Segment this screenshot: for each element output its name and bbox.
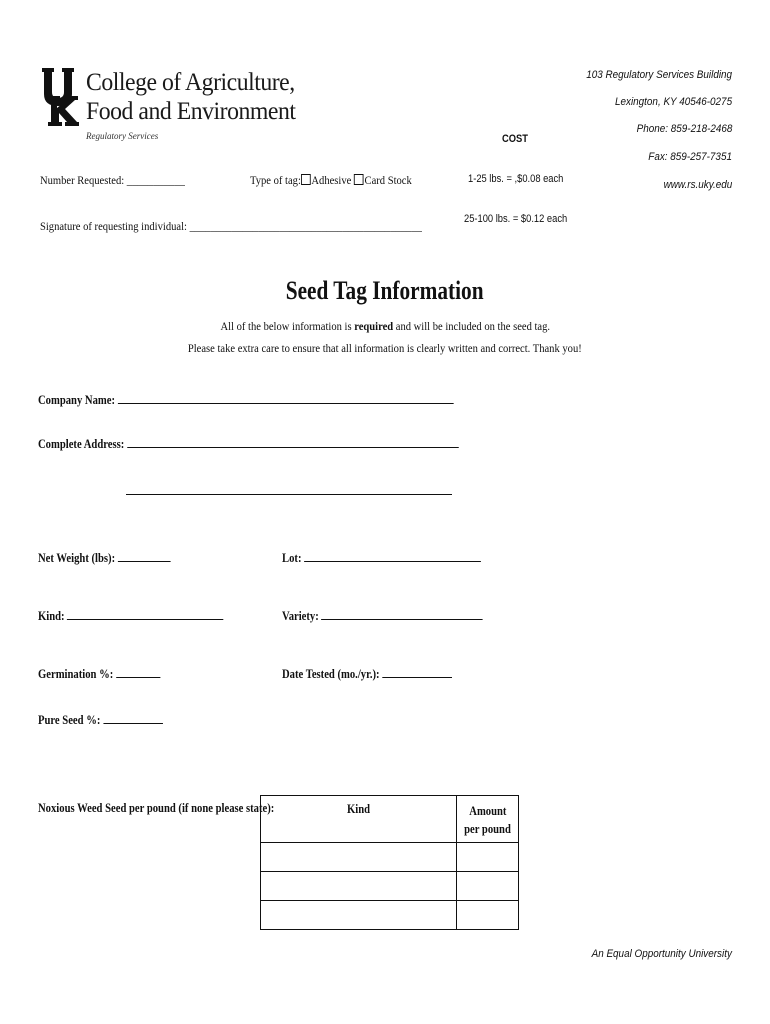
uk-logo-icon xyxy=(40,66,82,126)
footer-equal-opportunity: An Equal Opportunity University xyxy=(591,948,732,960)
pure-seed-label: Pure Seed %: xyxy=(38,713,101,727)
date-tested-line[interactable] xyxy=(382,666,452,678)
table-cell-kind[interactable] xyxy=(261,843,457,872)
table-header-kind: Kind xyxy=(261,796,457,843)
variety-field[interactable] xyxy=(282,608,483,624)
intro-line-1 xyxy=(0,319,770,334)
net-weight-field[interactable] xyxy=(38,550,170,566)
table-row xyxy=(261,872,519,901)
contact-address-line2: Lexington, KY 40546-0275 xyxy=(614,96,732,108)
germination-field[interactable] xyxy=(38,666,160,682)
department-name: Regulatory Services xyxy=(86,131,159,141)
college-logo xyxy=(40,66,300,146)
intro-required: required xyxy=(353,319,393,333)
table-cell-amount[interactable] xyxy=(457,872,519,901)
table-cell-amount[interactable] xyxy=(457,843,519,872)
table-row xyxy=(261,901,519,930)
type-of-tag-label: Type of tag: xyxy=(250,173,301,187)
germination-line[interactable] xyxy=(116,666,160,678)
cost-line-2: 25-100 lbs. = $0.12 each xyxy=(464,213,568,225)
address-field[interactable] xyxy=(38,436,458,452)
intro-line-2: Please take extra care to ensure that all information is clearly written and correct. Thank you! xyxy=(188,341,582,355)
table-cell-amount[interactable] xyxy=(457,901,519,930)
adhesive-checkbox[interactable] xyxy=(301,174,311,185)
intro-prefix: All of the below information is xyxy=(220,319,354,333)
contact-website[interactable]: www.rs.uky.edu xyxy=(663,179,732,191)
noxious-weed-table xyxy=(260,795,519,930)
form-title: Seed Tag Information xyxy=(286,276,484,305)
number-requested-field[interactable]: Number Requested: ___________ xyxy=(40,173,185,187)
address-line-1[interactable] xyxy=(127,436,459,448)
signature-field[interactable]: Signature of requesting individual: ____________________________________________ xyxy=(40,219,422,233)
address-line-2[interactable] xyxy=(126,482,452,495)
cost-line-1: 1-25 lbs. = ,$0.08 each xyxy=(468,173,564,185)
contact-phone: Phone: 859-218-2468 xyxy=(636,123,732,135)
pure-seed-line[interactable] xyxy=(103,712,162,724)
company-name-label: Company Name: xyxy=(38,393,116,407)
noxious-table-header xyxy=(261,796,519,843)
kind-line[interactable] xyxy=(67,608,223,620)
lot-label: Lot: xyxy=(282,551,302,565)
address-label: Complete Address: xyxy=(38,437,125,451)
type-of-tag-field xyxy=(250,173,412,188)
noxious-weed-label: Noxious Weed Seed per pound (if none please state): xyxy=(38,801,275,815)
college-name-line1: College of Agriculture, xyxy=(86,69,295,96)
net-weight-line[interactable] xyxy=(118,550,171,562)
adhesive-label: Adhesive xyxy=(311,173,352,187)
card-stock-label: Card Stock xyxy=(364,173,412,187)
college-name-line2: Food and Environment xyxy=(86,98,296,125)
table-cell-kind[interactable] xyxy=(261,901,457,930)
contact-address-line1: 103 Regulatory Services Building xyxy=(586,69,732,81)
net-weight-label: Net Weight (lbs): xyxy=(38,551,116,565)
lot-line[interactable] xyxy=(304,550,481,562)
intro-suffix: and will be included on the seed tag. xyxy=(392,319,550,333)
table-header-amount: Amount per pound xyxy=(457,796,519,843)
table-cell-kind[interactable] xyxy=(261,872,457,901)
lot-field[interactable] xyxy=(282,550,481,566)
pure-seed-field[interactable] xyxy=(38,712,163,728)
table-row xyxy=(261,843,519,872)
kind-label: Kind: xyxy=(38,609,65,623)
company-name-line[interactable] xyxy=(118,392,454,404)
date-tested-label: Date Tested (mo./yr.): xyxy=(282,667,380,681)
cost-title: COST xyxy=(502,133,528,145)
germination-label: Germination %: xyxy=(38,667,114,681)
date-tested-field[interactable] xyxy=(282,666,452,682)
contact-fax: Fax: 859-257-7351 xyxy=(648,151,732,163)
variety-line[interactable] xyxy=(321,608,483,620)
variety-label: Variety: xyxy=(282,609,319,623)
kind-field[interactable] xyxy=(38,608,224,624)
college-name xyxy=(86,68,296,126)
card-stock-checkbox[interactable] xyxy=(354,174,364,185)
company-name-field[interactable] xyxy=(38,392,453,408)
